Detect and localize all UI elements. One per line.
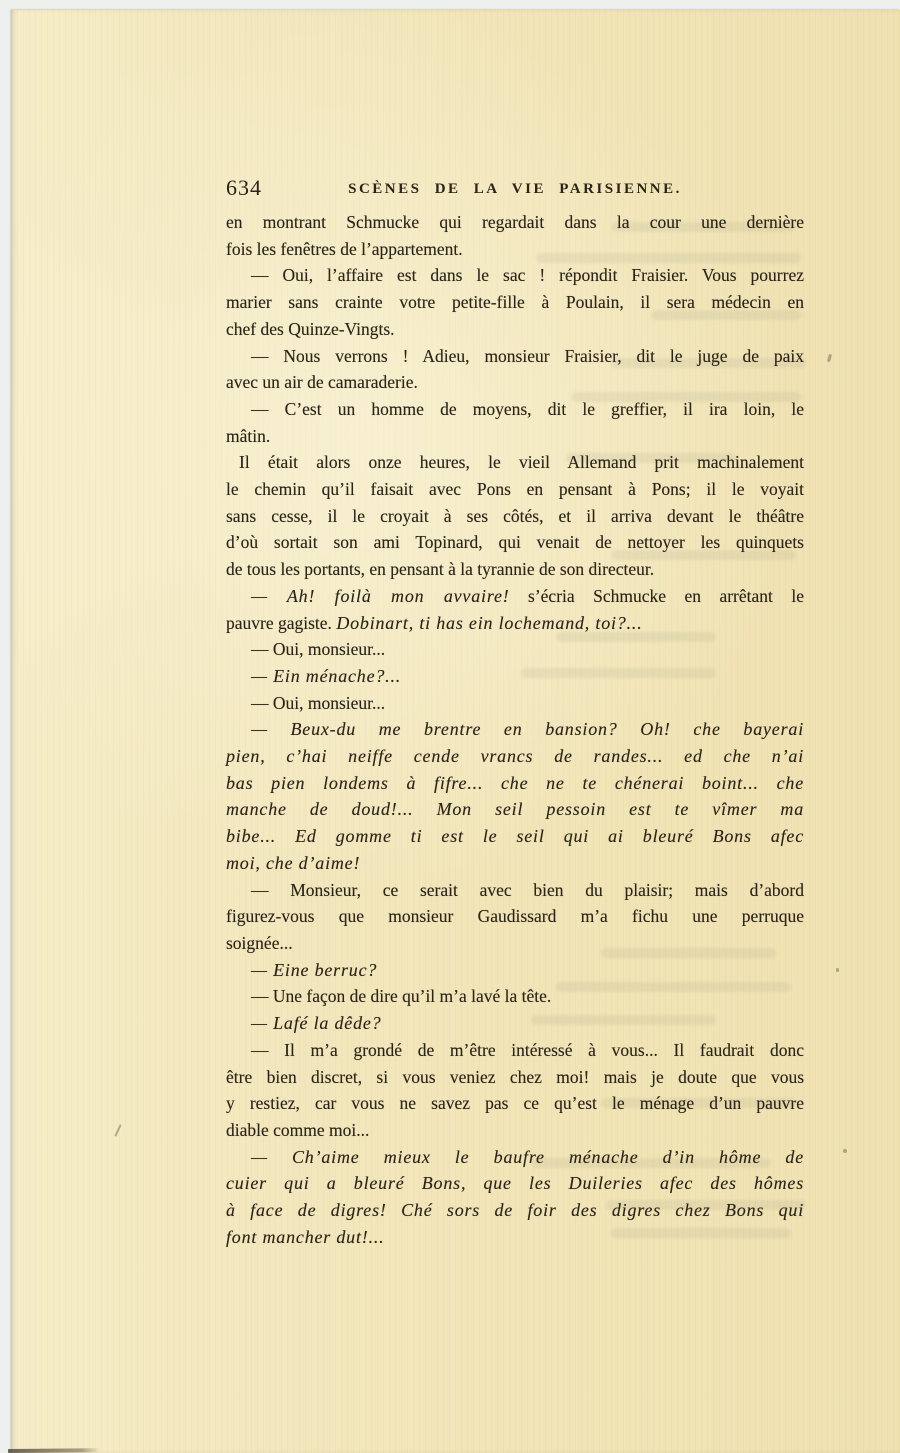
paper-bottom-edge [8, 1448, 100, 1453]
text-line: figurez-vous que monsieur Gaudissard m’a fichu une perruque [226, 906, 804, 927]
text-line [226, 583, 804, 610]
text-line: — Beux-du me brentre en bansion? Oh! che bayerai [251, 719, 804, 740]
text-line: diable comme moi... [226, 1119, 370, 1140]
dialect-speech: Dobinart, ti has ein lochemand, toi?... [336, 612, 643, 633]
text-line: le chemin qu’il faisait avec Pons en pensant à Pons; il le voyait [226, 479, 804, 500]
text-line: pien, c’hai neiffe cende vrancs de randes... ed che n’ai [226, 746, 804, 767]
text-line: en montrant Schmucke qui regardait dans la cour une dernière [226, 212, 804, 232]
text-line: font mancher dut!... [226, 1226, 385, 1247]
text-line: fois les fenêtres de l’appartement. [226, 238, 463, 259]
page-number: 634 [226, 175, 262, 200]
text-line: avec un air de camaraderie. [226, 372, 418, 393]
scan-artifact [836, 968, 839, 972]
page-paper [11, 10, 900, 1453]
text-line: — Eine berruc? [251, 959, 378, 980]
scan-artifact [843, 1149, 847, 1153]
text-line: sans cesse, il le croyait à ses côtés, et il arriva devant le théâtre [226, 505, 804, 526]
text-line: chef des Quinze-Vingts. [226, 318, 395, 339]
text-line: — Il m’a grondé de m’être intéressé à vous... Il faudrait donc [251, 1039, 804, 1060]
text-line: marier sans crainte votre petite-fille à Poulain, il sera médecin en [226, 292, 804, 313]
text-line: Il était alors onze heures, le vieil Allemand prit machinalement [239, 452, 804, 473]
text-line: — Oui, monsieur... [251, 639, 386, 660]
text-line: — Lafé la dêde? [251, 1013, 382, 1034]
text-line: — Une façon de dire qu’il m’a lavé la tête. [251, 986, 552, 1007]
page-text [226, 209, 804, 1250]
text-line: mâtin. [226, 425, 271, 446]
dialect-speech: — Ah! foilà mon avvaire! [251, 585, 510, 606]
text-line: à face de digres! Ché sors de foir des digres chez Bons qui [226, 1200, 804, 1221]
text-line: — Oui, monsieur... [251, 692, 386, 713]
text-line: — Nous verrons ! Adieu, monsieur Fraisier, dit le juge de paix [251, 345, 804, 366]
running-title: SCÈNES DE LA VIE PARISIENNE. [348, 181, 682, 197]
text-line: de tous les portants, en pensant à la tyrannie de son directeur. [226, 559, 655, 580]
text-line: bas pien londems à fifre... che ne te chénerai boint... che [226, 772, 804, 793]
text-line: y restiez, car vous ne savez pas ce qu’est le ménage d’un pauvre [226, 1093, 804, 1114]
text-line: soignée... [226, 932, 293, 953]
text-line: — Ch’aime mieux le baufre ménache d’in hôme de [251, 1146, 804, 1167]
text-line: manche de doud!... Mon seil pessoin est te vîmer ma [226, 799, 804, 820]
scan-artifact [114, 1124, 121, 1137]
scan-artifact [827, 354, 832, 363]
text-line: — Ein ménache?... [251, 665, 402, 686]
page-header [226, 175, 804, 205]
narration: s’écria Schmucke en arrêtant le [509, 585, 804, 606]
text-line [226, 610, 804, 637]
narration: pauvre gagiste. [226, 612, 337, 633]
text-line: moi, che d’aime! [226, 852, 361, 873]
text-line: d’où sortait son ami Topinard, qui venait de nettoyer les quinquets [226, 532, 804, 553]
text-line: être bien discret, si vous veniez chez moi! mais je doute que vous [226, 1066, 804, 1087]
text-line: — C’est un homme de moyens, dit le greffier, il ira loin, le [251, 398, 804, 419]
text-line: bibe... Ed gomme ti est le seil qui ai bleuré Bons afec [226, 826, 804, 847]
text-line: — Oui, l’affaire est dans le sac ! répondit Fraisier. Vous pourrez [251, 265, 804, 286]
text-line: cuier qui a bleuré Bons, que les Duileries afec des hômes [226, 1173, 804, 1194]
text-line: — Monsieur, ce serait avec bien du plaisir; mais d’abord [251, 879, 804, 900]
